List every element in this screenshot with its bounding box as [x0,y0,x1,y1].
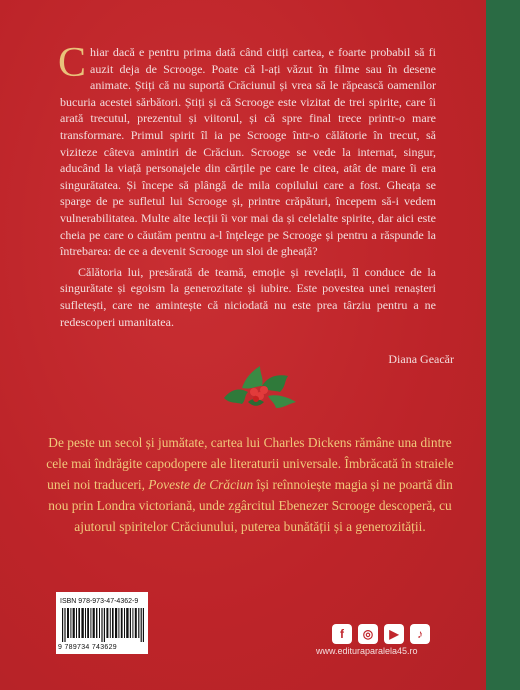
barcode-digits: 9 789734 743629 [58,644,117,651]
instagram-icon[interactable]: ◎ [358,624,378,644]
tiktok-icon[interactable]: ♪ [410,624,430,644]
blurb-part-2: își reînnoiește magia și ne poartă din nou prin Londra victoriană, unde zgârcitul Ebenezer Scrooge descoperă, cu ajutorul spiritelor Crăciunului, puterea bunătății și a generozității. [48,477,453,534]
intro-text [58,40,436,330]
barcode-icon [62,608,144,642]
blurb-book-title: Poveste de Crăciun [148,477,254,492]
drop-cap: C [58,40,87,86]
social-icons [332,624,430,644]
blurb-text [42,432,458,537]
youtube-icon[interactable]: ▶ [384,624,404,644]
blurb-part-1: De peste un secol și jumătate, cartea lui Charles Dickens rămâne una dintre cele mai îndrăgite capodopere ale literaturii universale. Îmbrăcată în straiele unei noi traduceri, [46,435,454,492]
facebook-icon[interactable]: f [332,624,352,644]
publisher-website[interactable]: www.edituraparalela45.ro [316,646,418,656]
author-signature: Diana Geacăr [388,352,454,366]
intro-paragraph-2: Călătoria lui, presărată de teamă, emoție și revelații, îl conduce de la singurătate și egoism la generozitate și iubire. Este povestea unei renașteri sufletești, care ne amintește că niciodată nu este prea târziu pentru a ne redescoperi umanitatea. [60,264,436,329]
intro-paragraph-1-text: hiar dacă e pentru prima dată când citiți cartea, e foarte probabil să fi auzit deja de Scrooge. Poate că l-ați văzut în filme sau în desene animate. Știți că nu suportă Crăciunul și vrea să le răpească oamenilor bucuria acestei sărbători. Știți și că Scrooge este vizitat de trei spirite, care îi arată trecutul, prezentul și viitorul, și că spre final trece printr-o mare transformare. Primul spirit îl ia pe Scrooge într-o călătorie în trecut, să viziteze câteva amintiri de Crăciun. Scrooge se vede la internat, singur, aducând la viață personajele din cărțile pe care le citea, atât de mare îi era singurătatea. Și începe să plângă de mila copilului care a fost. Gheața se sparge de pe sufletul lui Scrooge și, printre crăpături, începem să-i vedem vulnerabilitatea. Multe alte lecții îi vor mai da și celelalte spirite, dar aici este cheia pe care o căutăm pentru a-l înțelege pe Scrooge și pentru a răspunde la întrebarea: de ce a devenit Scrooge un sloi de gheață? [60,45,436,259]
isbn-label: ISBN 978-973-47-4362-9 [60,598,139,605]
green-spine [486,0,520,690]
holly-icon [218,358,302,416]
intro-paragraph-1 [58,40,436,260]
